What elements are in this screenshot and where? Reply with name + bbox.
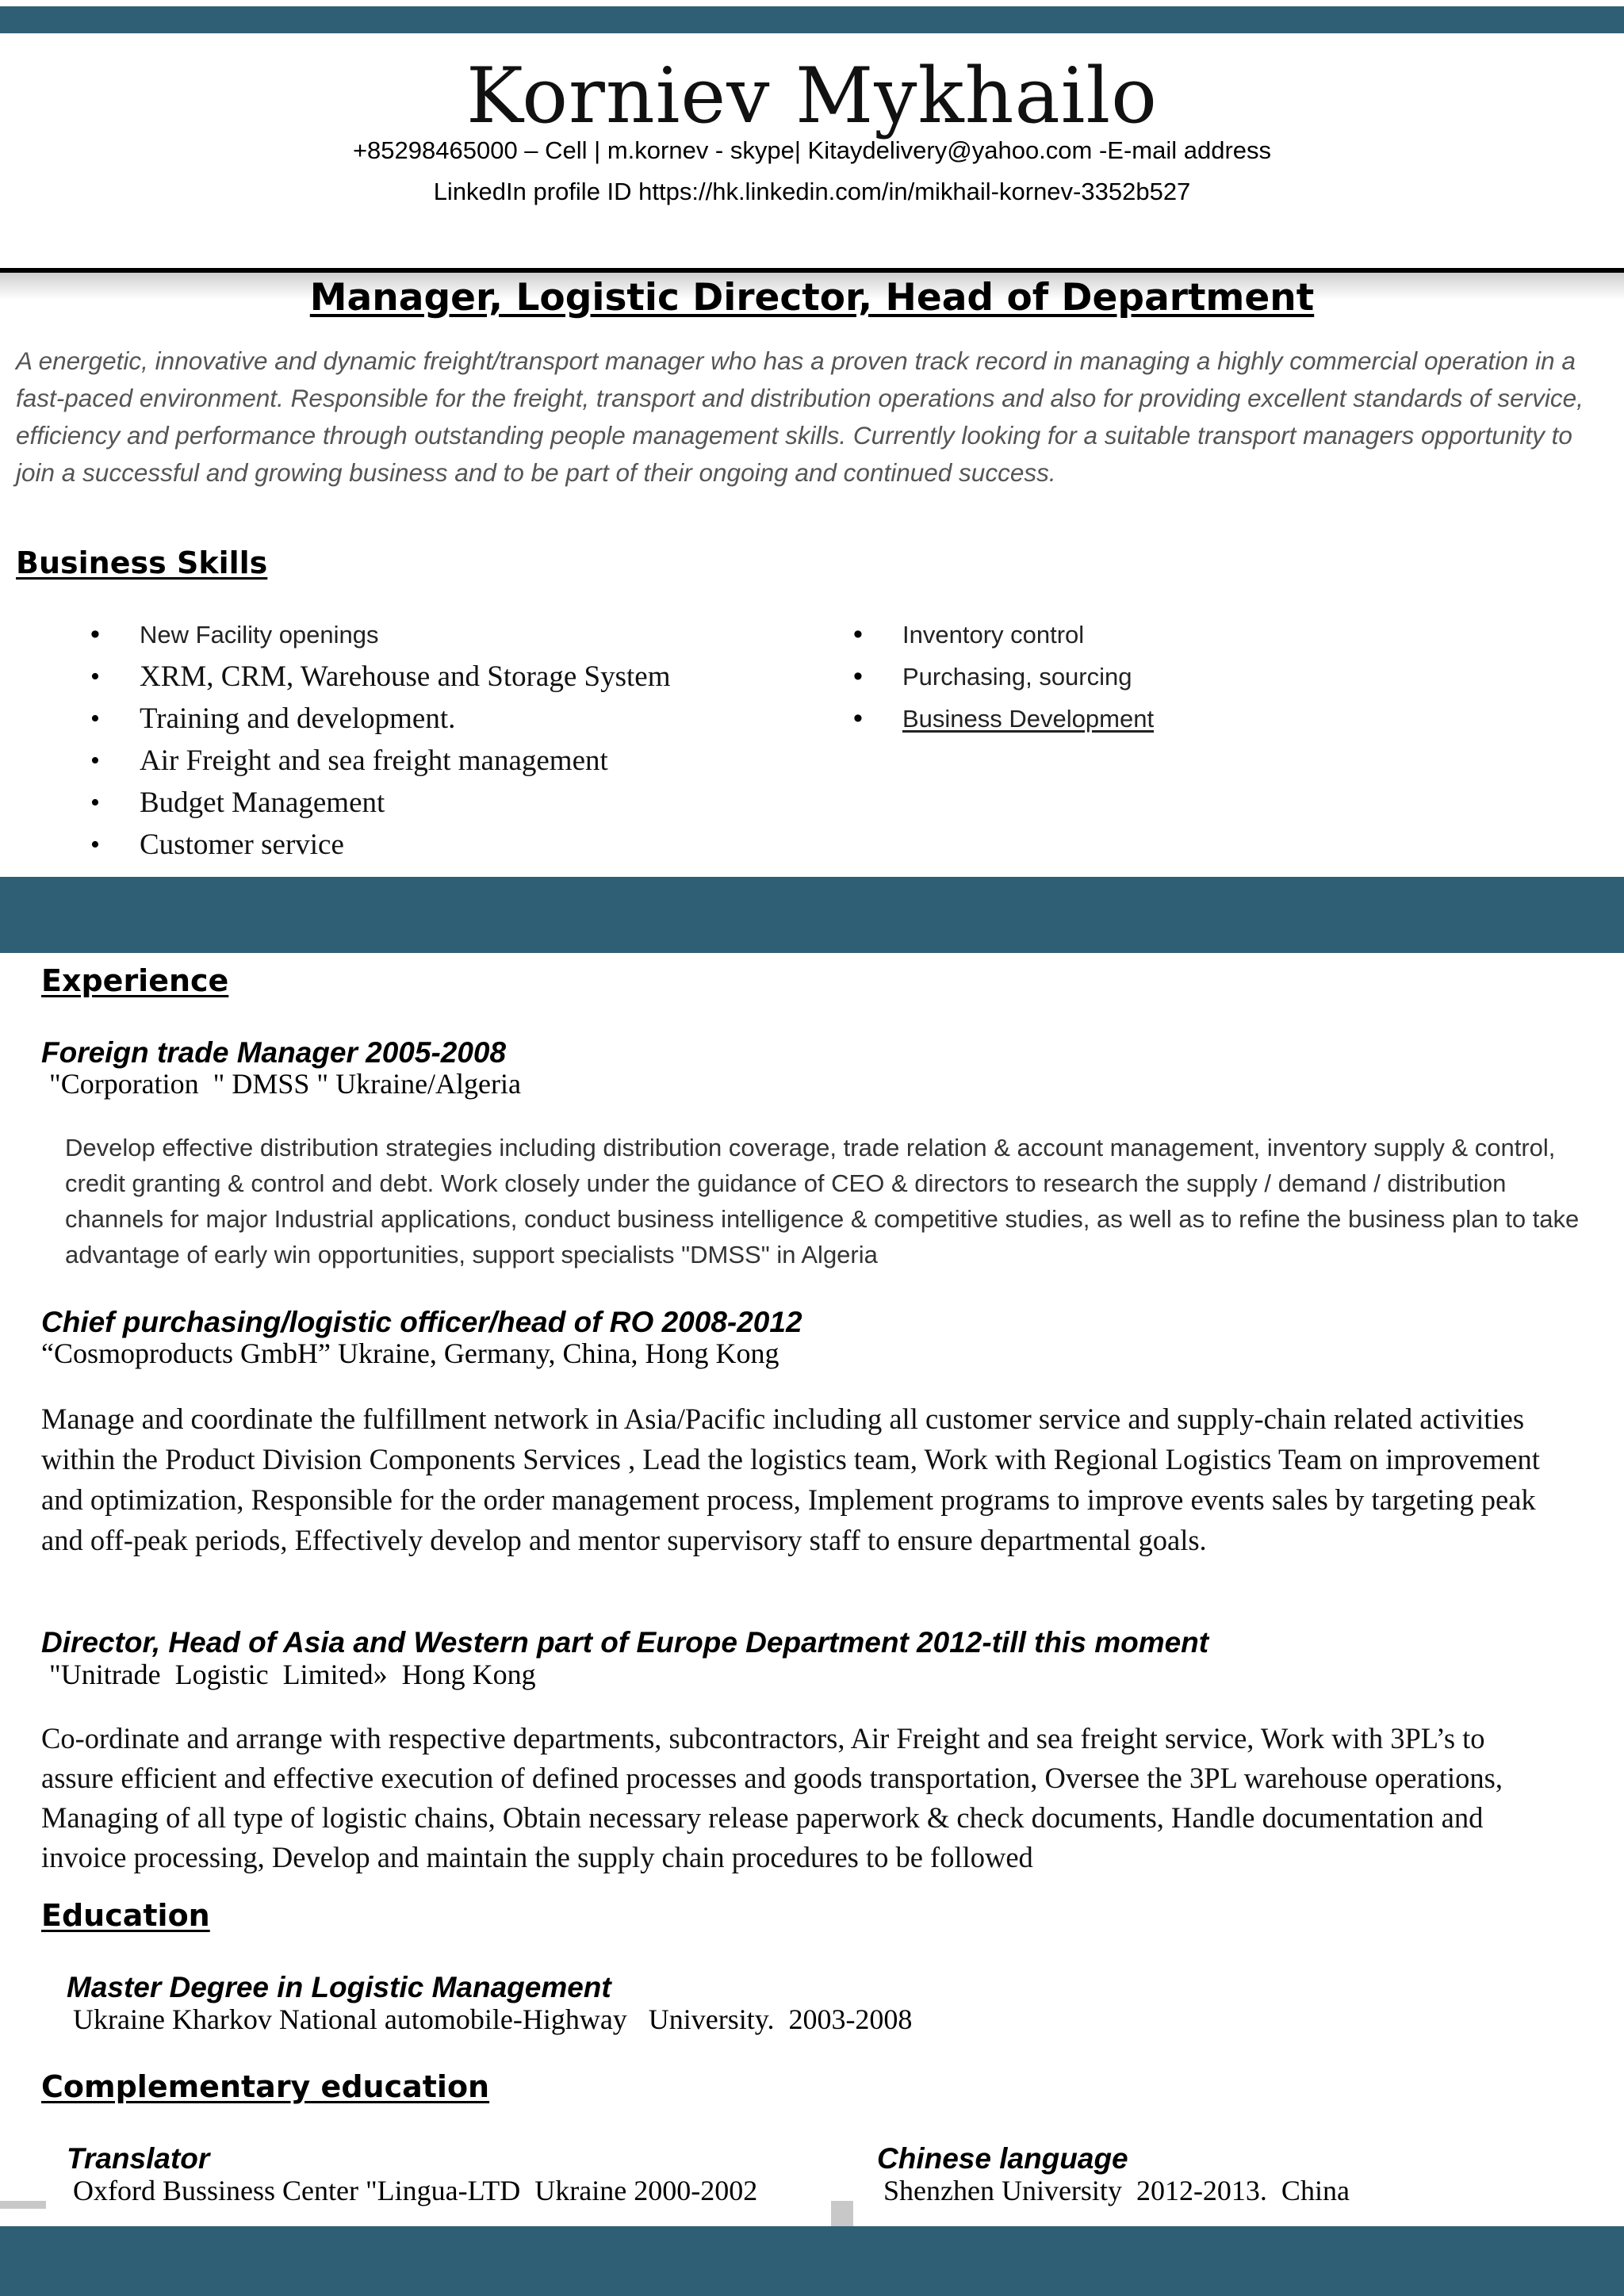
job-headline: Manager, Logistic Director, Head of Department bbox=[309, 276, 1315, 320]
business-skills-heading: Business Skills bbox=[16, 545, 268, 580]
middle-color-band bbox=[0, 877, 1624, 953]
skills-list-left bbox=[90, 614, 804, 866]
job-title: Director, Head of Asia and Western part of Europe Department 2012-till this moment bbox=[41, 1626, 1209, 1659]
job-company: "Corporation " DMSS " Ukraine/Algeria bbox=[49, 1068, 522, 1100]
course-title: Translator bbox=[67, 2142, 210, 2175]
footer-decoration bbox=[831, 2201, 853, 2226]
linkedin-profile: LinkedIn profile ID https://hk.linkedin.com/in/mikhail-kornev-3352b527 bbox=[433, 178, 1191, 205]
course-title: Chinese language bbox=[877, 2142, 1128, 2175]
degree-title: Master Degree in Logistic Management bbox=[67, 1971, 611, 2003]
job-company: “Cosmoproducts GmbH” Ukraine, Germany, China, Hong Kong bbox=[41, 1337, 779, 1369]
degree-school: Ukraine Kharkov National automobile-Highway University. 2003-2008 bbox=[73, 2003, 913, 2035]
course-detail: Oxford Bussiness Center "Lingua-LTD Ukraine 2000-2002 bbox=[73, 2175, 758, 2206]
job-description: Develop effective distribution strategies including distribution coverage, trade relation & account management, inventory supply & control, credit granting & control and debt. Work closely under the guidance of CEO & directors to research the supply / demand / distribution channels for major Industrial applications, conduct business intelligence & competitive studies, as well as to refine the business plan to take advantage of early win opportunities, support specialists "DMSS" in Algeria bbox=[65, 1134, 1580, 1269]
skill-item: • Purchasing, sourcing bbox=[853, 656, 1567, 698]
contact-info: +85298465000 – Cell | m.kornev - skype| Kitaydelivery@yahoo.com -E-mail address bbox=[352, 136, 1272, 164]
bottom-color-band bbox=[0, 2226, 1624, 2296]
experience-heading: Experience bbox=[41, 963, 229, 998]
skills-list-right bbox=[853, 614, 1567, 740]
resume-header bbox=[0, 33, 1624, 238]
complementary-education-heading: Complementary education bbox=[41, 2069, 490, 2104]
candidate-name: Korniev Mykhailo bbox=[466, 52, 1158, 140]
top-color-band bbox=[0, 6, 1624, 33]
skill-item: • Training and development. bbox=[90, 698, 804, 740]
skill-item: • Customer service bbox=[90, 824, 804, 866]
job-title: Foreign trade Manager 2005-2008 bbox=[41, 1036, 507, 1069]
profile-summary: A energetic, innovative and dynamic freight/transport manager who has a proven track record in managing a highly commercial operation in a fast-paced environment. Responsible for the freight, transport and distribution operations and also for providing excellent standards of service, efficiency and performance through outstanding people management skills. Currently looking for a suitable transport managers opportunity to join a successful and growing business and to be part of their ongoing and continued success. bbox=[16, 346, 1584, 487]
business-development-link[interactable]: Business Development bbox=[902, 705, 1155, 733]
skill-item: • Inventory control bbox=[853, 614, 1567, 656]
footer-decoration bbox=[0, 2201, 46, 2209]
skill-item: • XRM, CRM, Warehouse and Storage System bbox=[90, 656, 804, 698]
course-detail: Shenzhen University 2012-2013. China bbox=[883, 2175, 1350, 2206]
skill-item: • New Facility openings bbox=[90, 614, 804, 656]
job-description: Manage and coordinate the fulfillment network in Asia/Pacific including all customer service and supply-chain related activities within the Product Division Components Services , Lead the logistics team, Work with Regional Logistics Team on improvement and optimization, Responsible for the order management process, Implement programs to improve events sales by targeting peak and off-peak periods, Effectively develop and mentor supervisory staff to ensure departmental goals. bbox=[41, 1402, 1540, 1556]
skill-item-link[interactable] bbox=[853, 698, 1567, 740]
education-heading: Education bbox=[41, 1898, 210, 1933]
skill-item: • Air Freight and sea freight management bbox=[90, 740, 804, 782]
job-description: Co-ordinate and arrange with respective departments, subcontractors, Air Freight and sea freight service, Work with 3PL’s to assure efficient and effective execution of defined processes and goods transportation, Oversee the 3PL warehouse operations, Managing of all type of logistic chains, Obtain necessary release paperwork & check documents, Handle documentation and invoice processing, Develop and maintain the supply chain procedures to be followed bbox=[41, 1722, 1503, 1873]
job-title: Chief purchasing/logistic officer/head of RO 2008-2012 bbox=[41, 1306, 802, 1338]
job-company: "Unitrade Logistic Limited» Hong Kong bbox=[49, 1659, 536, 1690]
skill-item: • Budget Management bbox=[90, 782, 804, 824]
